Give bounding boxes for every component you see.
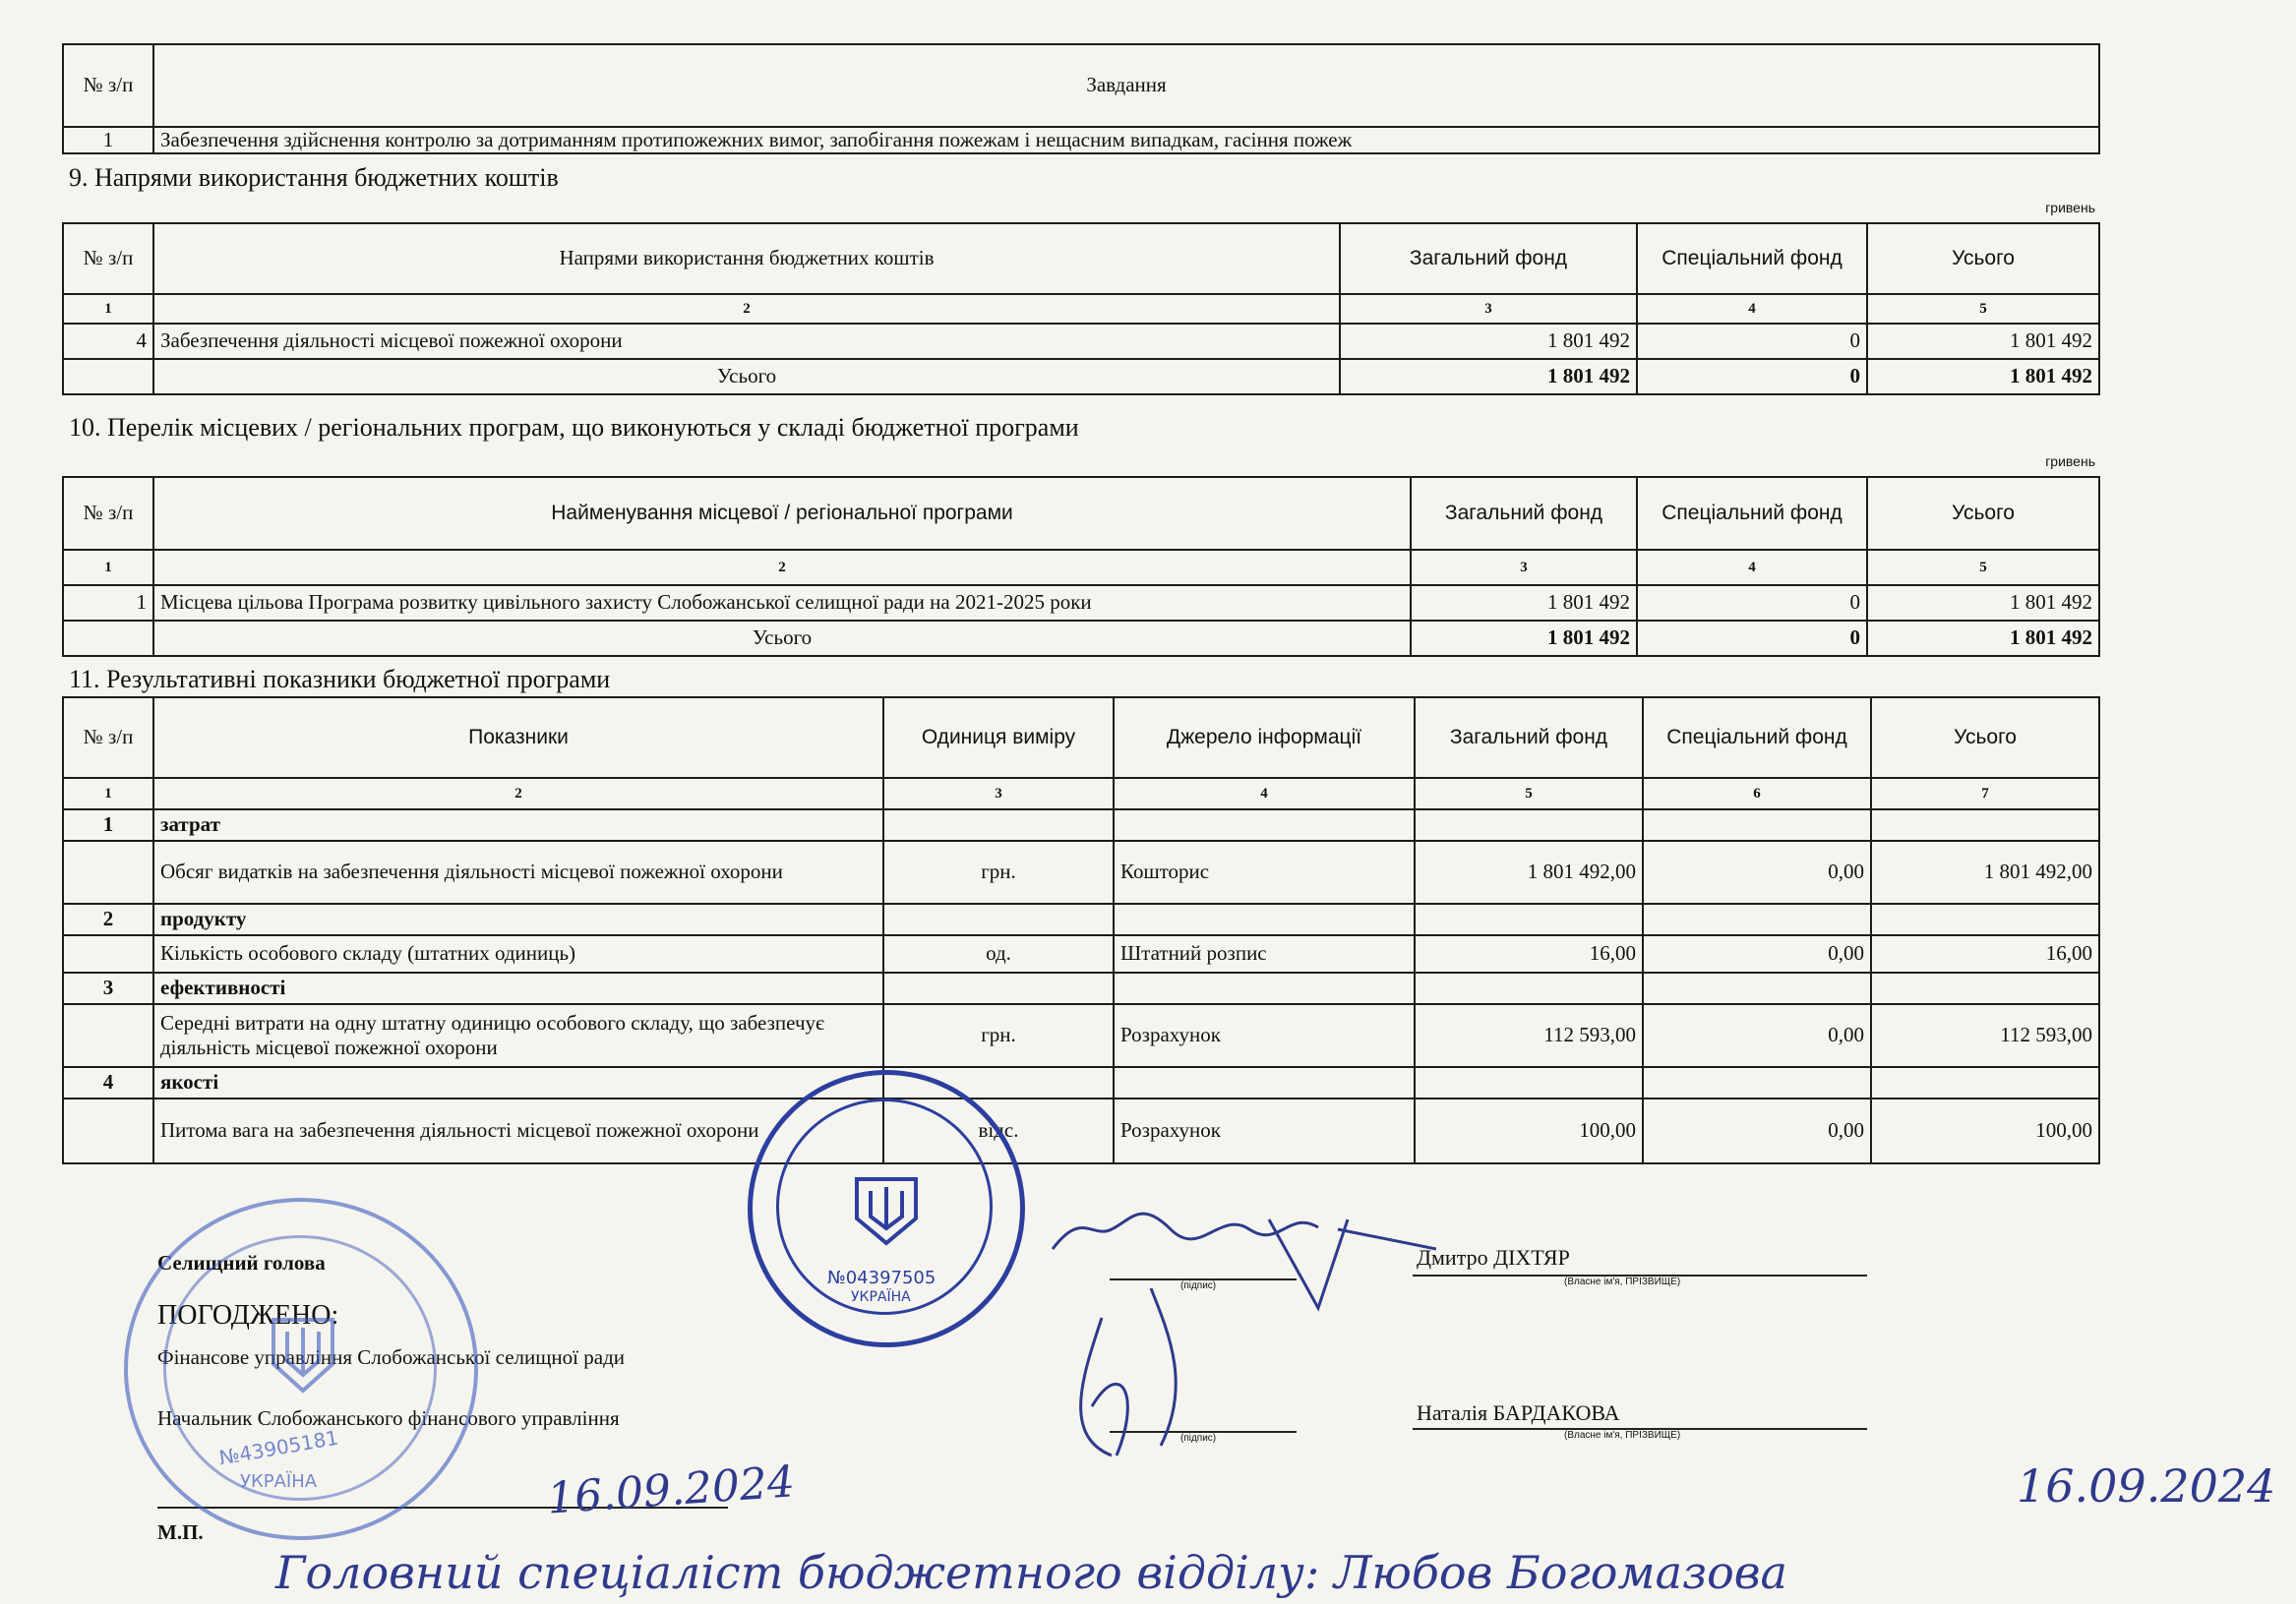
s11-group3-unit: грн.: [883, 1004, 1114, 1067]
s9-num-4: 4: [1637, 294, 1867, 324]
handwritten-date-left: 16.09.2024: [545, 1456, 797, 1524]
section10-title: 10. Перелік місцевих / регіональних програм, що виконуються у складі бюджетної програми: [69, 413, 1079, 442]
agreed-label: ПОГОДЖЕНО:: [157, 1300, 339, 1331]
s11-group2-total: 16,00: [1871, 935, 2099, 973]
s11-group3-indicator: Середні витрати на одну штатну одиницю особового складу, що забезпечує діяльність місцевої пожежної охорони: [153, 1004, 883, 1067]
s9-row-num: 4: [63, 324, 153, 359]
fin-dept: Фінансове управління Слобожанської селищної ради: [157, 1345, 625, 1369]
s9-num-1: 1: [63, 294, 153, 324]
section9-unit: гривень: [2045, 200, 2095, 215]
s11-group4-indicator: Питома вага на забезпечення діяльності місцевої пожежної охорони: [153, 1099, 883, 1163]
tasks-head-num: № з/п: [63, 44, 153, 127]
section10-unit: гривень: [2045, 453, 2095, 469]
section10-table: [62, 476, 2100, 657]
s11-group2-special: 0,00: [1643, 935, 1871, 973]
s9-total-special: 0: [1637, 359, 1867, 394]
s11-group1-name: затрат: [153, 809, 883, 841]
s11-head-total: Усього: [1871, 697, 2099, 778]
s9-head-dir: Напрями використання бюджетних коштів: [153, 223, 1340, 294]
s11-group3-source: Розрахунок: [1114, 1004, 1415, 1067]
financial-stamp-left: [124, 1198, 478, 1540]
head-sign-caption: (підпис): [1180, 1280, 1217, 1291]
s11-num-4: 4: [1114, 778, 1415, 809]
s11-group3-special: 0,00: [1643, 1004, 1871, 1067]
s11-group1-num: 1: [63, 809, 153, 841]
head-title: Селищний голова: [157, 1251, 326, 1275]
s10-num-4: 4: [1637, 550, 1867, 585]
s11-group1-special: 0,00: [1643, 841, 1871, 904]
tasks-row-num: 1: [63, 127, 153, 153]
s10-row-name: Місцева цільова Програма розвитку цивільного захисту Слобожанської селищної ради на 2021-2025 роки: [153, 585, 1411, 621]
s11-group2-indicator: Кількість особового складу (штатних одиниць): [153, 935, 883, 973]
tasks-table: [62, 43, 2100, 154]
head-name-caption: (Власне ім'я, ПРІЗВИЩЕ): [1564, 1277, 1681, 1287]
s9-head-total: Усього: [1867, 223, 2099, 294]
fin-head-title: Начальник Слобожанського фінансового управління: [157, 1406, 620, 1430]
s10-total-label: Усього: [153, 621, 1411, 656]
s11-group2-source: Штатний розпис: [1114, 935, 1415, 973]
s9-row-dir: Забезпечення діяльності місцевої пожежної охорони: [153, 324, 1340, 359]
signature-scribble-head: [1023, 1160, 1436, 1495]
section11-title: 11. Результативні показники бюджетної програми: [69, 665, 611, 693]
s9-num-5: 5: [1867, 294, 2099, 324]
s10-num-1: 1: [63, 550, 153, 585]
s11-group1-general: 1 801 492,00: [1415, 841, 1643, 904]
s9-num-3: 3: [1340, 294, 1637, 324]
s10-row-special: 0: [1637, 585, 1867, 621]
s10-head-num: № з/п: [63, 477, 153, 550]
s10-head-special: Спеціальний фонд: [1637, 477, 1867, 550]
handwritten-note: Головний спеціаліст бюджетного відділу: Любов Богомазова: [275, 1546, 1787, 1599]
section11-table: [62, 696, 2100, 1164]
s10-row-total: 1 801 492: [1867, 585, 2099, 621]
s9-head-num: № з/п: [63, 223, 153, 294]
trident-icon: [264, 1310, 342, 1398]
s11-num-1: 1: [63, 778, 153, 809]
s9-num-2: 2: [153, 294, 1340, 324]
s10-num-3: 3: [1411, 550, 1637, 585]
fin-head-name: Наталія БАРДАКОВА: [1417, 1400, 1620, 1425]
s11-group2-name: продукту: [153, 904, 883, 935]
s11-group1-total: 1 801 492,00: [1871, 841, 2099, 904]
s9-row-general: 1 801 492: [1340, 324, 1637, 359]
s10-num-5: 5: [1867, 550, 2099, 585]
s10-total-general: 1 801 492: [1411, 621, 1637, 656]
s10-head-general: Загальний фонд: [1411, 477, 1637, 550]
mp-label: М.П.: [157, 1520, 204, 1544]
s11-group4-general: 100,00: [1415, 1099, 1643, 1163]
section9-title: 9. Напрями використання бюджетних коштів: [69, 163, 559, 192]
s11-head-source: Джерело інформації: [1114, 697, 1415, 778]
s11-head-num: № з/п: [63, 697, 153, 778]
s11-group3-name: ефективності: [153, 973, 883, 1004]
tasks-row-text: Забезпечення здійснення контролю за дотриманням протипожежних вимог, запобігання пожежам і нещасним випадкам, гасіння пожеж: [153, 127, 2099, 153]
s9-row-total: 1 801 492: [1867, 324, 2099, 359]
s11-group1-unit: грн.: [883, 841, 1114, 904]
s10-total-total: 1 801 492: [1867, 621, 2099, 656]
handwritten-date-right: 16.09.2024: [2017, 1459, 2276, 1513]
s10-total-special: 0: [1637, 621, 1867, 656]
left-stamp-number: №43905181: [216, 1425, 340, 1470]
s11-num-6: 6: [1643, 778, 1871, 809]
s10-head-name: Найменування місцевої / регіональної програми: [153, 477, 1411, 550]
s11-group3-total: 112 593,00: [1871, 1004, 2099, 1067]
s9-head-special: Спеціальний фонд: [1637, 223, 1867, 294]
s9-total-label: Усього: [153, 359, 1340, 394]
s9-head-general: Загальний фонд: [1340, 223, 1637, 294]
s10-row-general: 1 801 492: [1411, 585, 1637, 621]
s11-group2-general: 16,00: [1415, 935, 1643, 973]
s11-group4-special: 0,00: [1643, 1099, 1871, 1163]
s11-group3-num: 3: [63, 973, 153, 1004]
s11-head-special: Спеціальний фонд: [1643, 697, 1871, 778]
s11-group2-unit: од.: [883, 935, 1114, 973]
s11-num-7: 7: [1871, 778, 2099, 809]
s11-num-3: 3: [883, 778, 1114, 809]
s11-group4-total: 100,00: [1871, 1099, 2099, 1163]
s11-group4-source: Розрахунок: [1114, 1099, 1415, 1163]
fin-name-caption: (Власне ім'я, ПРІЗВИЩЕ): [1564, 1430, 1681, 1441]
s9-total-total: 1 801 492: [1867, 359, 2099, 394]
s11-group1-indicator: Обсяг видатків на забезпечення діяльності місцевої пожежної охорони: [153, 841, 883, 904]
fin-sign-caption: (підпис): [1180, 1433, 1217, 1444]
s10-head-total: Усього: [1867, 477, 2099, 550]
s10-row-num: 1: [63, 585, 153, 621]
s9-total-empty: [63, 359, 153, 394]
s9-row-special: 0: [1637, 324, 1867, 359]
left-stamp-country: УКРАЇНА: [240, 1471, 318, 1492]
s11-group4-num: 4: [63, 1067, 153, 1099]
s10-num-2: 2: [153, 550, 1411, 585]
tasks-head-task: Завдання: [153, 44, 2099, 127]
s11-num-2: 2: [153, 778, 883, 809]
s9-total-general: 1 801 492: [1340, 359, 1637, 394]
s11-group1-source: Кошторис: [1114, 841, 1415, 904]
s11-num-5: 5: [1415, 778, 1643, 809]
trident-icon: [847, 1169, 926, 1248]
head-name: Дмитро ДІХТЯР: [1417, 1245, 1570, 1270]
s11-group2-num: 2: [63, 904, 153, 935]
official-stamp-center: [748, 1070, 1025, 1347]
s11-head-general: Загальний фонд: [1415, 697, 1643, 778]
s10-total-empty: [63, 621, 153, 656]
s11-head-indicator: Показники: [153, 697, 883, 778]
center-stamp-number: №04397505: [827, 1268, 937, 1288]
s11-group3-general: 112 593,00: [1415, 1004, 1643, 1067]
s11-group4-unit: відс.: [883, 1099, 1114, 1163]
s11-head-unit: Одиниця виміру: [883, 697, 1114, 778]
s11-group4-name: якості: [153, 1067, 883, 1099]
center-stamp-country: УКРАЇНА: [851, 1289, 911, 1305]
section9-table: [62, 222, 2100, 395]
